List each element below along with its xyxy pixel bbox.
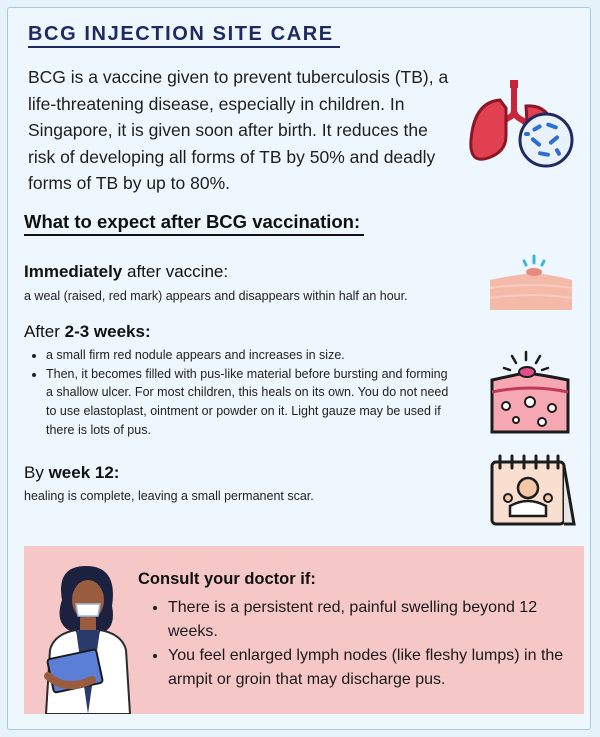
skin-weal-icon [486,252,576,312]
intro-paragraph: BCG is a vaccine given to prevent tuberculosis (TB), a life-threatening disease, especially in children. In Singapore, it is given soon after birth. It reduces the risk of developing all forms of TB by 50% and deadly forms of TB by up to 80%. [28,67,449,193]
stage-immediately-text: a weal (raised, red mark) appears and disappears within half an hour. [24,289,408,303]
list-item: • a small firm red nodule appears and increases in size. [46,346,456,365]
stage-weeks-heading: After 2-3 weeks: [24,322,151,341]
stage-weeks-list [24,346,456,440]
stage-week12-heading: By week 12: [24,463,120,482]
consult-heading: Consult your doctor if: [138,570,316,588]
list-item: • Then, it becomes filled with pus-like material before bursting and forming a shallow ulcer. For most children, this heals on its own. You do not need to use elastoplast, ointment or powder on it. Light gauze may be used if there is lots of pus. [46,365,456,440]
consult-list [150,596,574,692]
stage-week12-text: healing is complete, leaving a small permanent scar. [24,489,314,503]
lungs-icon [466,80,578,190]
page-title: BCG INJECTION SITE CARE [28,22,340,48]
expect-heading: What to expect after BCG vaccination: [24,210,364,236]
skin-nodule-icon [486,346,576,438]
list-item: • You feel enlarged lymph nodes (like fleshy lumps) in the armpit or groin that may discharge pus. [168,644,574,691]
doctor-icon [36,560,138,714]
list-item: • There is a persistent red, painful swelling beyond 12 weeks. [168,596,574,643]
stage-immediately-heading: Immediately after vaccine: [24,262,229,281]
calendar-baby-icon [488,452,578,528]
